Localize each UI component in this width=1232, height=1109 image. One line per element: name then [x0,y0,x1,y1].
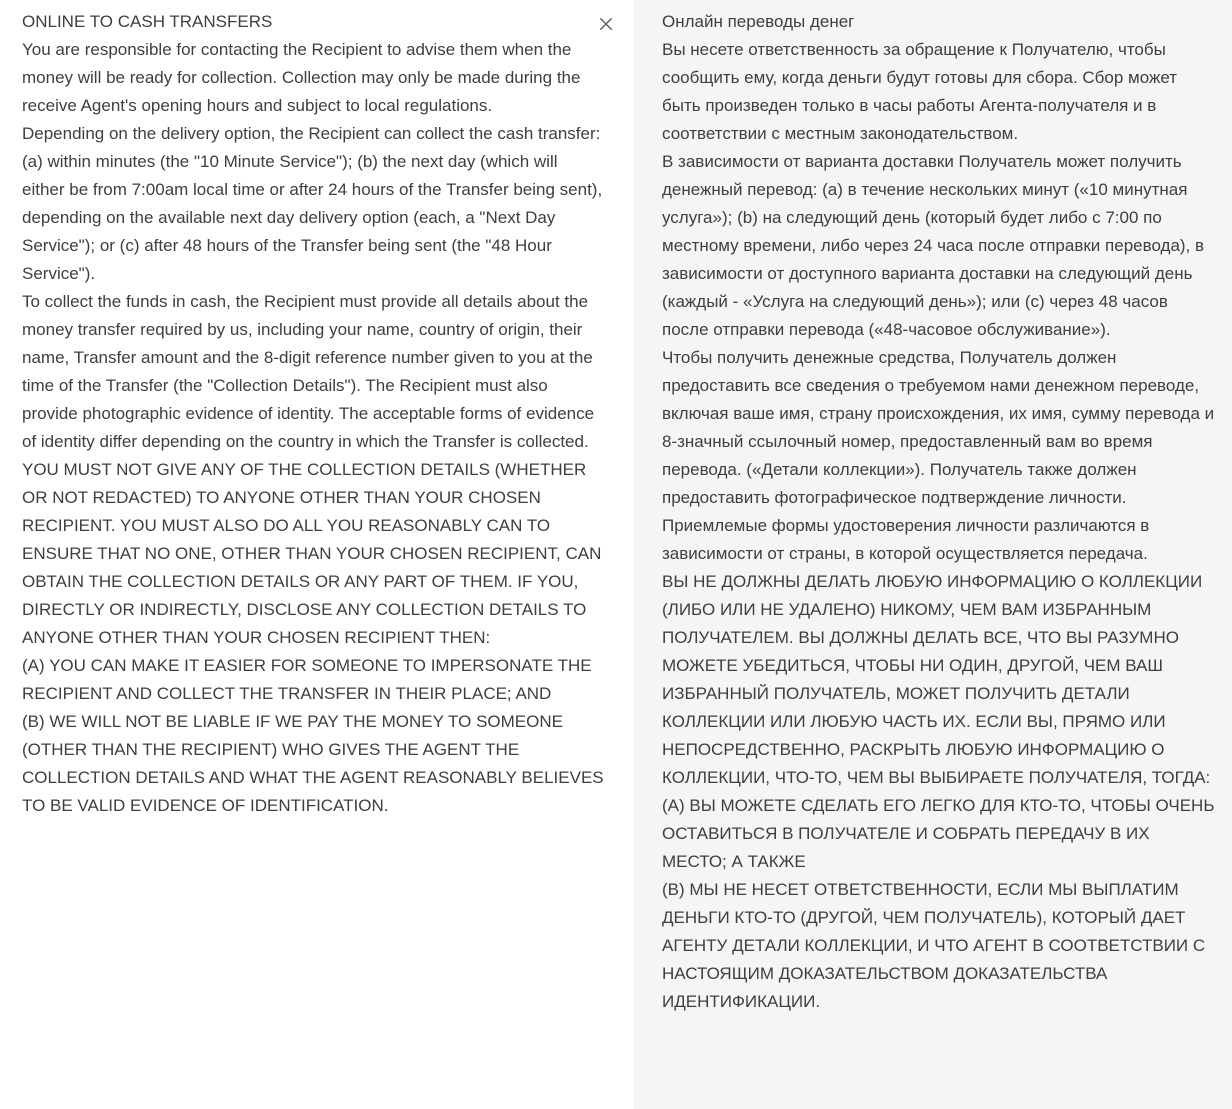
translation-title: Онлайн переводы денег [662,12,855,31]
translation-paragraph-3: Чтобы получить денежные средства, Получатель должен предоставить все сведения о требуемом нами денежном переводе, включая ваше имя, страну происхождения, их имя, сумму перевода и 8-значный ссылочный номер, предоставленный вам во время перевода. («Детали коллекции»). Получатель также должен предоставить фотографическое подтверждение личности. Приемлемые формы удостоверения личности различаются в зависимости от страны, в которой осуществляется передача. [662,348,1219,563]
source-title: ONLINE TO CASH TRANSFERS [22,12,273,31]
close-icon [597,15,615,33]
source-paragraph-4: YOU MUST NOT GIVE ANY OF THE COLLECTION DETAILS (WHETHER OR NOT REDACTED) TO ANYONE OTHER THAN YOUR CHOSEN RECIPIENT. YOU MUST ALSO DO ALL YOU REASONABLY CAN TO ENSURE THAT NO ONE, OTHER THAN YOUR CHOSEN RECIPIENT, CAN OBTAIN THE COLLECTION DETAILS OR ANY PART OF THEM. IF YOU, DIRECTLY OR INDIRECTLY, DISCLOSE ANY COLLECTION DETAILS TO ANYONE OTHER THAN YOUR CHOSEN RECIPIENT THEN: [22,460,607,647]
source-paragraph-3: To collect the funds in cash, the Recipient must provide all details about the money transfer required by us, including your name, country of origin, their name, Transfer amount and the 8-digit reference number given to you at the time of the Transfer (the "Collection Details"). The Recipient must also provide photographic evidence of identity. The acceptable forms of evidence of identity differ depending on the country in which the Transfer is collected. [22,292,599,451]
source-paragraph-5: (A) YOU CAN MAKE IT EASIER FOR SOMEONE TO IMPERSONATE THE RECIPIENT AND COLLECT THE TRANSFER IN THEIR PLACE; AND [22,656,597,703]
translation-paragraph-5: (A) ВЫ МОЖЕТЕ СДЕЛАТЬ ЕГО ЛЕГКО ДЛЯ КТО-ТО, ЧТОБЫ ОЧЕНЬ ОСТАВИТЬСЯ В ПОЛУЧАТЕЛЕ И СОБРАТЬ ПЕРЕДАЧУ В ИХ МЕСТО; А ТАКЖЕ [662,796,1220,871]
translation-paragraph-2: В зависимости от варианта доставки Получатель может получить денежный перевод: (a) в течение нескольких минут («10 минутная услуга»); (b) на следующий день (который будет либо с 7:00 по местному времени, либо через 24 часа после отправки перевода), в зависимости от доступного варианта доставки на следующий день (каждый - «Услуга на следующий день»); или (c) через 48 часов после отправки перевода («48-часовое обслуживание»). [662,152,1209,339]
translation-paragraph-1: Вы несете ответственность за обращение к Получателю, чтобы сообщить ему, когда деньги будут готовы для сбора. Сбор может быть произведен только в часы работы Агента-получателя и в соответствии с местным законодательством. [662,40,1182,143]
translation-text-pane [634,0,1232,1109]
translation-paragraph-6: (B) МЫ НЕ НЕСЕТ ОТВЕТСТВЕННОСТИ, ЕСЛИ МЫ ВЫПЛАТИМ ДЕНЬГИ КТО-ТО (ДРУГОЙ, ЧЕМ ПОЛУЧАТЕЛЬ), КОТОРЫЙ ДАЕТ АГЕНТУ ДЕТАЛИ КОЛЛЕКЦИИ, И ЧТО АГЕНТ В СООТВЕТСТВИИ С НАСТОЯЩИМ ДОКАЗАТЕЛЬСТВОМ ДОКАЗАТЕЛЬСТВА ИДЕНТИФИКАЦИИ. [662,880,1210,1011]
source-paragraph-1: You are responsible for contacting the Recipient to advise them when the money will be ready for collection. Collection may only be made during the receive Agent's opening hours and subject to local regulations. [22,40,586,115]
source-paragraph-2: Depending on the delivery option, the Recipient can collect the cash transfer: (a) within minutes (the "10 Minute Service"); (b) the next day (which will either be from 7:00am local time or after 24 hours of the Transfer being sent), depending on the available next day delivery option (each, a "Next Day Service"); or (c) after 48 hours of the Transfer being sent (the "48 Hour Service"). [22,124,607,283]
source-paragraph-6: (B) WE WILL NOT BE LIABLE IF WE PAY THE MONEY TO SOMEONE (OTHER THAN THE RECIPIENT) WHO GIVES THE AGENT THE COLLECTION DETAILS AND WHAT THE AGENT REASONABLY BELIEVES TO BE VALID EVIDENCE OF IDENTIFICATION. [22,712,609,815]
clear-source-button[interactable] [594,12,618,36]
translation-paragraph-4: ВЫ НЕ ДОЛЖНЫ ДЕЛАТЬ ЛЮБУЮ ИНФОРМАЦИЮ О КОЛЛЕКЦИИ (ЛИБО ИЛИ НЕ УДАЛЕНО) НИКОМУ, ЧЕМ ВАМ ИЗБРАННЫМ ПОЛУЧАТЕЛЕМ. ВЫ ДОЛЖНЫ ДЕЛАТЬ ВСЕ, ЧТО ВЫ РАЗУМНО МОЖЕТЕ УБЕДИТЬСЯ, ЧТОБЫ НИ ОДИН, ДРУГОЙ, ЧЕМ ВАШ ИЗБРАННЫЙ ПОЛУЧАТЕЛЬ, МОЖЕТ ПОЛУЧИТЬ ДЕТАЛИ КОЛЛЕКЦИИ ИЛИ ЛЮБУЮ ЧАСТЬ ИХ. ЕСЛИ ВЫ, ПРЯМО ИЛИ НЕПОСРЕДСТВЕННО, РАСКРЫТЬ ЛЮБУЮ ИНФОРМАЦИЮ О КОЛЛЕКЦИИ, ЧТО-ТО, ЧЕМ ВЫ ВЫБИРАЕТЕ ПОЛУЧАТЕЛЯ, ТОГДА: [662,572,1211,787]
